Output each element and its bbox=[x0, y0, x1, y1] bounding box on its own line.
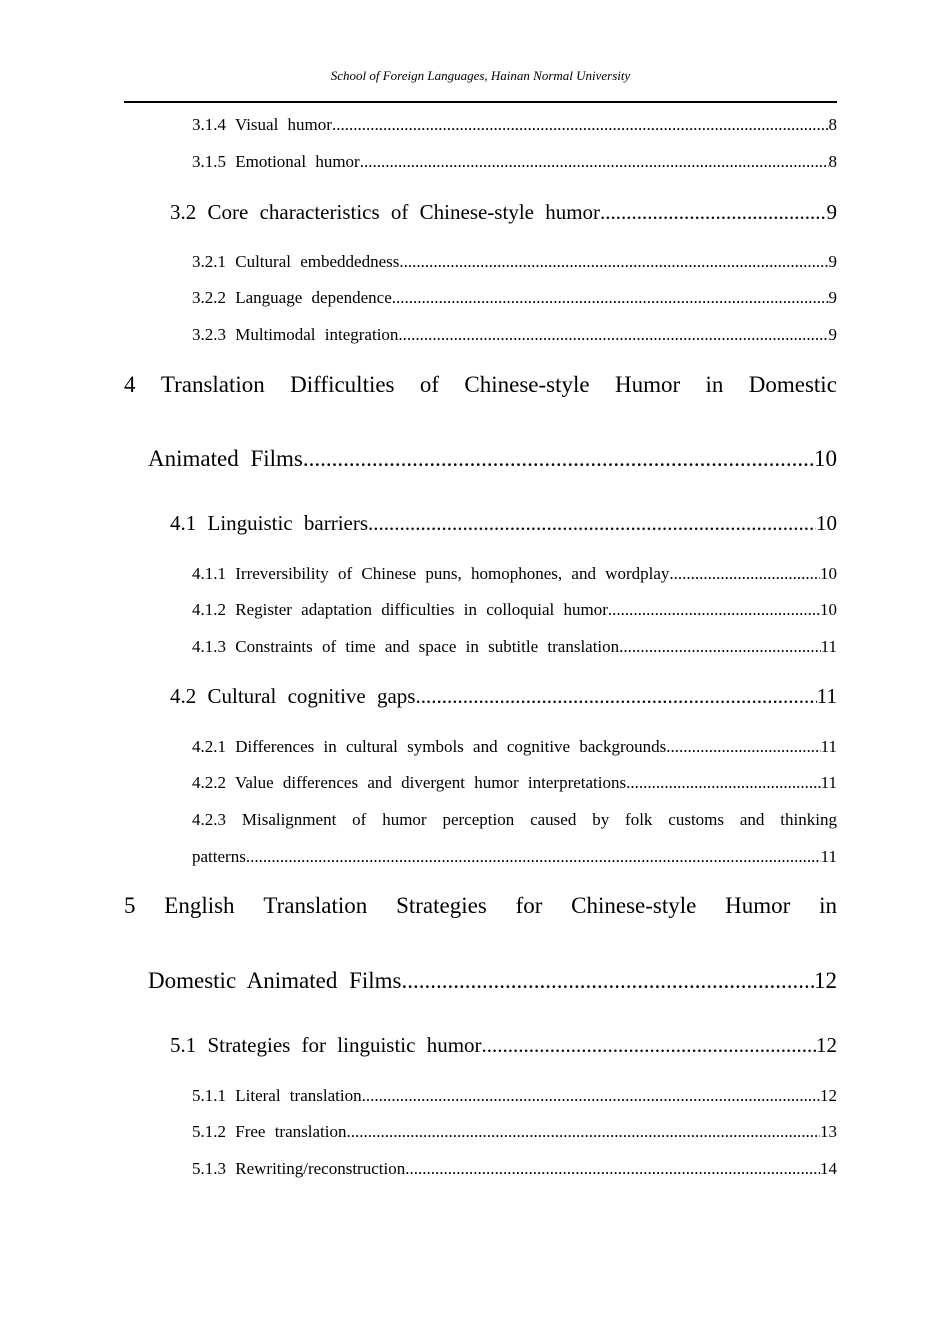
toc-page-number: 12 bbox=[814, 968, 837, 993]
dot-leader bbox=[346, 1121, 820, 1143]
dot-leader bbox=[600, 198, 826, 226]
toc-entry-3-2-2[interactable] bbox=[192, 287, 837, 309]
toc-word: by bbox=[592, 810, 610, 829]
toc-entry-5-1-2[interactable] bbox=[192, 1121, 837, 1143]
toc-entry-title: 4.1.2 Register adaptation difficulties in colloquial humor bbox=[192, 600, 608, 619]
toc-entry-4-1[interactable] bbox=[170, 509, 837, 537]
toc-entry-title: 3.2.3 Multimodal integration bbox=[192, 325, 399, 344]
toc-entry-title: Animated Films bbox=[148, 446, 303, 471]
toc-entry-4-2-3-line-1[interactable] bbox=[192, 809, 837, 831]
toc-entry-5-1[interactable] bbox=[170, 1031, 837, 1059]
running-header: School of Foreign Languages, Hainan Normal University bbox=[330, 68, 631, 83]
toc-word: English bbox=[164, 893, 235, 918]
toc-word: Difficulties bbox=[290, 372, 395, 397]
toc-entry-5-1-1[interactable] bbox=[192, 1085, 837, 1107]
toc-word: 4 bbox=[124, 372, 136, 397]
toc-entry-title: 4.2.1 Differences in cultural symbols and cognitive backgrounds bbox=[192, 737, 667, 756]
toc-word: Translation bbox=[160, 372, 265, 397]
toc-entry-3-1-4[interactable] bbox=[192, 114, 837, 136]
dot-leader bbox=[482, 1031, 816, 1059]
toc-page-number: 11 bbox=[820, 737, 837, 756]
toc-entry-title: 3.2.1 Cultural embeddedness bbox=[192, 252, 400, 271]
toc-chapter-4-line-1[interactable] bbox=[124, 370, 837, 400]
toc-word: of bbox=[352, 810, 367, 829]
toc-entry-4-1-3[interactable] bbox=[192, 636, 837, 658]
toc-page-number: 10 bbox=[814, 446, 837, 471]
dot-leader bbox=[666, 736, 820, 758]
toc-entry-3-2-1[interactable] bbox=[192, 251, 837, 273]
dot-leader bbox=[392, 287, 829, 309]
toc-page-number: 9 bbox=[828, 288, 837, 307]
toc-entry-4-2-1[interactable] bbox=[192, 736, 837, 758]
toc-word: Chinese-style bbox=[464, 372, 590, 397]
toc-word: Misalignment bbox=[241, 810, 337, 829]
toc-page-number: 12 bbox=[816, 1033, 837, 1057]
toc-entry-3-2-3[interactable] bbox=[192, 324, 837, 346]
toc-entry-title: 3.1.5 Emotional humor bbox=[192, 152, 360, 171]
dot-leader bbox=[246, 846, 821, 868]
dot-leader bbox=[399, 251, 828, 273]
dot-leader bbox=[303, 444, 814, 474]
toc-chapter-5-line-1[interactable] bbox=[124, 891, 837, 921]
dot-leader bbox=[669, 563, 820, 585]
toc-entry-title: 4.2.2 Value differences and divergent humor interpretations bbox=[192, 773, 627, 792]
toc-word: of bbox=[419, 372, 440, 397]
dot-leader bbox=[360, 151, 829, 173]
toc-entry-title: 5.1.3 Rewriting/reconstruction bbox=[192, 1159, 406, 1178]
toc-entry-title: 5.1.2 Free translation bbox=[192, 1122, 347, 1141]
toc-word: in bbox=[705, 372, 724, 397]
toc-entry-title: 3.1.4 Visual humor bbox=[192, 115, 332, 134]
toc-page-number: 13 bbox=[820, 1122, 837, 1141]
toc-word: Chinese-style bbox=[571, 893, 697, 918]
toc-page-number: 14 bbox=[820, 1159, 837, 1178]
toc-page-number: 11 bbox=[816, 684, 837, 708]
toc-word: Humor bbox=[614, 372, 681, 397]
toc-page-number: 9 bbox=[826, 200, 837, 224]
toc-word: in bbox=[819, 893, 837, 918]
toc-chapter-5-line-2[interactable] bbox=[148, 966, 837, 996]
toc-entry-title: 4.1 Linguistic barriers bbox=[170, 511, 369, 535]
toc-page-number: 11 bbox=[820, 773, 837, 792]
toc-page-number: 10 bbox=[816, 511, 837, 535]
toc-entry-4-2[interactable] bbox=[170, 682, 837, 710]
toc-page-number: 10 bbox=[820, 600, 837, 619]
toc-entry-title: 4.1.3 Constraints of time and space in subtitle translation bbox=[192, 637, 620, 656]
toc-entry-title: 3.2.2 Language dependence bbox=[192, 288, 392, 307]
toc-entry-title: 5.1 Strategies for linguistic humor bbox=[170, 1033, 482, 1057]
toc-page-number: 9 bbox=[828, 325, 837, 344]
toc-entry-title: Domestic Animated Films bbox=[148, 968, 402, 993]
toc-word: Strategies bbox=[396, 893, 487, 918]
toc-word: Humor bbox=[725, 893, 791, 918]
toc-entry-title: patterns bbox=[192, 847, 246, 866]
toc-word: for bbox=[515, 893, 543, 918]
dot-leader bbox=[398, 324, 828, 346]
toc-entry-5-1-3[interactable] bbox=[192, 1158, 837, 1180]
toc-page-number: 10 bbox=[820, 564, 837, 583]
toc-entry-4-2-2[interactable] bbox=[192, 772, 837, 794]
toc-word: Translation bbox=[263, 893, 368, 918]
toc-word: 5 bbox=[124, 893, 136, 918]
dot-leader bbox=[368, 509, 816, 537]
dot-leader bbox=[608, 599, 820, 621]
toc-word: and bbox=[739, 810, 765, 829]
toc-entry-3-1-5[interactable] bbox=[192, 151, 837, 173]
toc-chapter-4-line-2[interactable] bbox=[148, 444, 837, 474]
dot-leader bbox=[332, 114, 829, 136]
dot-leader bbox=[415, 682, 816, 710]
header-rule bbox=[124, 101, 837, 103]
toc-word: folk bbox=[625, 810, 653, 829]
toc-page-number: 8 bbox=[828, 115, 837, 134]
toc-word: humor bbox=[382, 810, 427, 829]
dot-leader bbox=[362, 1085, 820, 1107]
toc-entry-4-1-1[interactable] bbox=[192, 563, 837, 585]
toc-word: thinking bbox=[780, 810, 837, 829]
toc-word: customs bbox=[668, 810, 725, 829]
toc-entry-4-1-2[interactable] bbox=[192, 599, 837, 621]
dot-leader bbox=[405, 1158, 820, 1180]
toc-page-number: 11 bbox=[820, 637, 837, 656]
toc-page-number: 12 bbox=[820, 1086, 837, 1105]
toc-page-number: 9 bbox=[828, 252, 837, 271]
toc-page-number: 8 bbox=[828, 152, 837, 171]
toc-entry-title: 4.2 Cultural cognitive gaps bbox=[170, 684, 416, 708]
dot-leader bbox=[402, 966, 815, 996]
toc-entry-title: 3.2 Core characteristics of Chinese-style humor bbox=[170, 200, 601, 224]
toc-entry-3-2[interactable] bbox=[170, 198, 837, 226]
toc-word: Domestic bbox=[748, 372, 837, 397]
toc-entry-title: 5.1.1 Literal translation bbox=[192, 1086, 362, 1105]
dot-leader bbox=[626, 772, 821, 794]
toc-word: 4.2.3 bbox=[192, 810, 226, 829]
toc-page-number: 11 bbox=[820, 847, 837, 866]
dot-leader bbox=[619, 636, 820, 658]
toc-word: caused bbox=[530, 810, 577, 829]
toc-entry-title: 4.1.1 Irreversibility of Chinese puns, homophones, and wordplay bbox=[192, 564, 670, 583]
toc-word: perception bbox=[442, 810, 515, 829]
toc-entry-4-2-3-line-2[interactable] bbox=[192, 846, 837, 868]
